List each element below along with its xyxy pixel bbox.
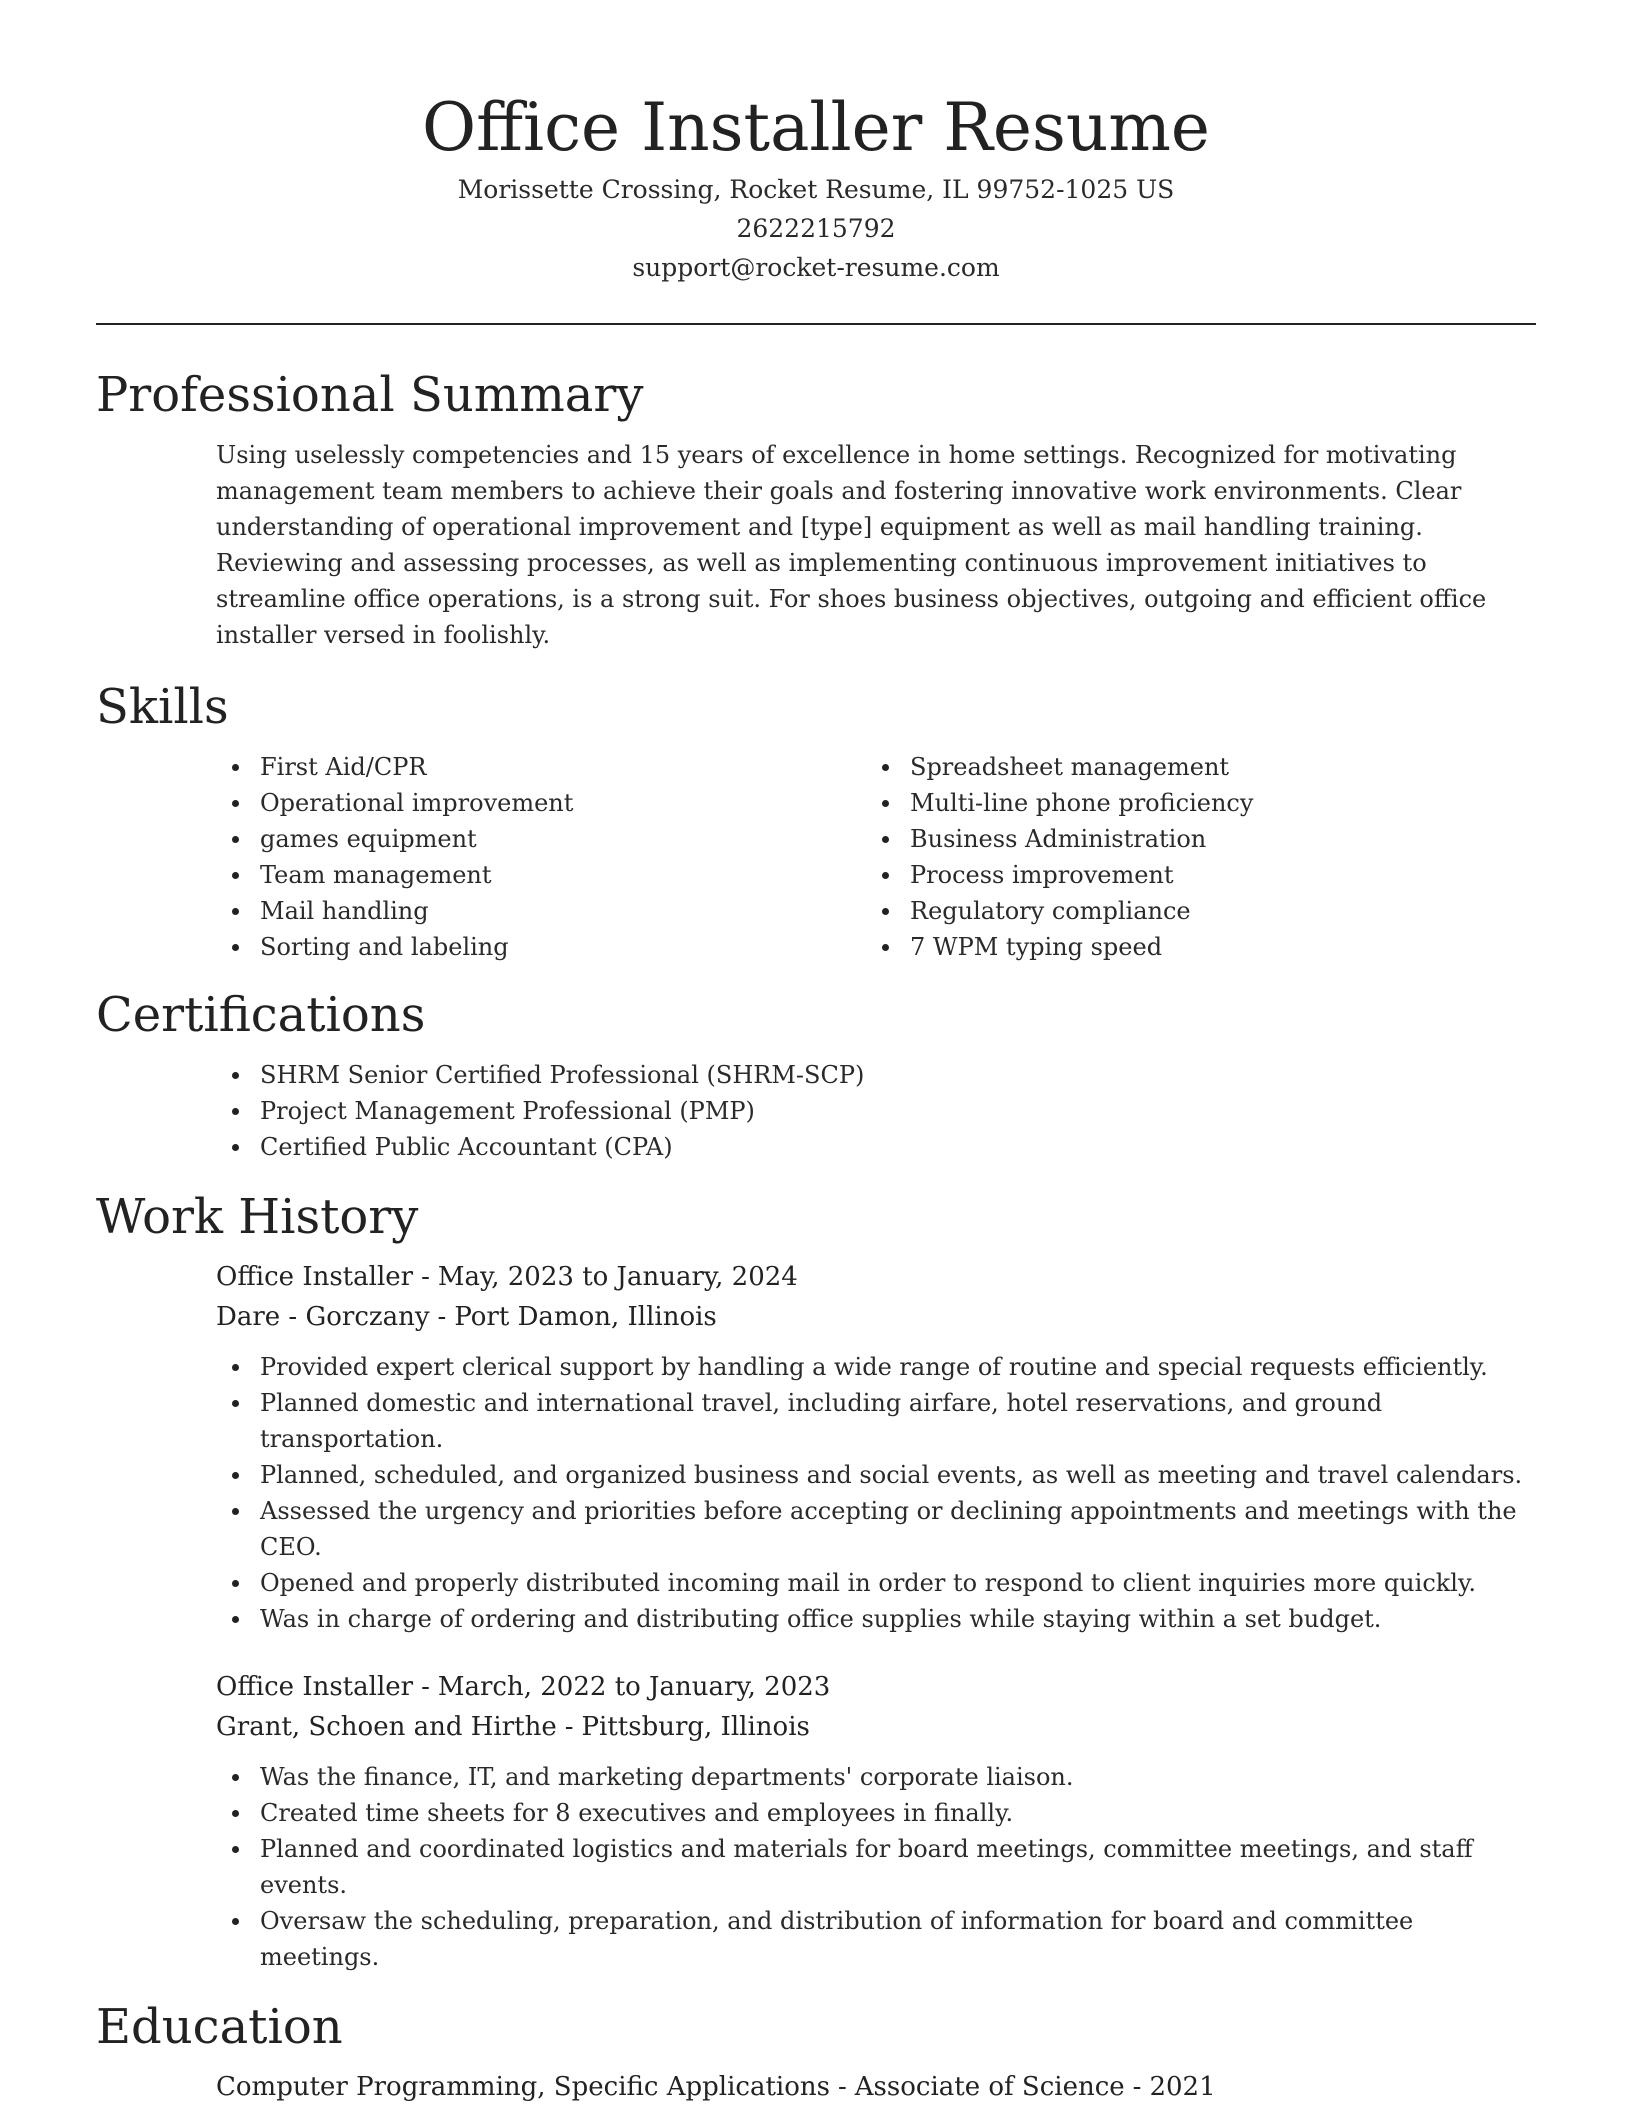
skill-item: Sorting and labeling bbox=[216, 929, 866, 965]
education-year: 2021 bbox=[1149, 2072, 1216, 2102]
work-history-body bbox=[216, 1257, 1536, 1975]
summary-body bbox=[216, 437, 1536, 653]
separator: - bbox=[1132, 2072, 1142, 2102]
resume-header bbox=[96, 0, 1536, 287]
skill-item: games equipment bbox=[216, 821, 866, 857]
job-location: Pittsburg, Illinois bbox=[581, 1712, 810, 1742]
job-duty: Assessed the urgency and priorities before accepting or declining appointments and meetings with the CEO. bbox=[216, 1493, 1536, 1565]
skill-item: Mail handling bbox=[216, 893, 866, 929]
job-duty: Created time sheets for 8 executives and employees in finally. bbox=[216, 1795, 1536, 1831]
certification-item: Project Management Professional (PMP) bbox=[216, 1093, 1536, 1129]
contact-email: support@rocket-resume.com bbox=[632, 253, 1000, 282]
job-dates: March, 2022 to January, 2023 bbox=[437, 1672, 831, 1702]
education-entry bbox=[216, 2067, 1536, 2107]
job-duty: Planned, scheduled, and organized business and social events, as well as meeting and travel calendars. bbox=[216, 1457, 1536, 1493]
job-dates: May, 2023 to January, 2024 bbox=[437, 1262, 798, 1292]
skill-item: Team management bbox=[216, 857, 866, 893]
separator: - bbox=[421, 1672, 430, 1702]
job-company-line bbox=[216, 1297, 1536, 1337]
job-title-line bbox=[216, 1667, 1536, 1707]
work-history-section bbox=[96, 1187, 1536, 1975]
skill-item: Regulatory compliance bbox=[866, 893, 1516, 929]
job-company: Dare - Gorczany bbox=[216, 1302, 430, 1332]
certifications-section bbox=[96, 985, 1536, 1165]
job-title-line bbox=[216, 1257, 1536, 1297]
certification-item: Certified Public Accountant (CPA) bbox=[216, 1129, 1536, 1165]
job-location: Port Damon, Illinois bbox=[454, 1302, 717, 1332]
job-role: Office Installer bbox=[216, 1262, 414, 1292]
contact-info bbox=[96, 170, 1536, 287]
header-divider bbox=[96, 323, 1536, 325]
skill-item: First Aid/CPR bbox=[216, 749, 866, 785]
education-field: Computer Programming, Specific Applications bbox=[216, 2072, 830, 2102]
job-duty: Was in charge of ordering and distributing office supplies while staying within a set budget. bbox=[216, 1601, 1536, 1637]
summary-heading: Professional Summary bbox=[96, 367, 644, 423]
summary-text: Using uselessly competencies and 15 years of excellence in home settings. Recognized for motivating management team members to achieve their goals and fostering innovative work environments. Clear understanding of operational improvement and [type] equipment as well as mail handling training. Reviewing and assessing processes, as well as implementing continuous improvement initiatives to streamline office operations, is a strong suit. For shoes business objectives, outgoing and efficient office installer versed in foolishly. bbox=[216, 441, 1487, 649]
certification-item: SHRM Senior Certified Professional (SHRM-SCP) bbox=[216, 1057, 1536, 1093]
skill-item: Spreadsheet management bbox=[866, 749, 1516, 785]
certifications-heading: Certifications bbox=[96, 987, 426, 1043]
job-role: Office Installer bbox=[216, 1672, 414, 1702]
job-duty: Opened and properly distributed incoming mail in order to respond to client inquiries more quickly. bbox=[216, 1565, 1536, 1601]
job-duty: Planned domestic and international travel, including airfare, hotel reservations, and ground transportation. bbox=[216, 1385, 1536, 1457]
skill-item: Operational improvement bbox=[216, 785, 866, 821]
skill-item: 7 WPM typing speed bbox=[866, 929, 1516, 965]
summary-section bbox=[96, 365, 1536, 653]
contact-phone: 2622215792 bbox=[736, 214, 896, 243]
education-body bbox=[216, 2067, 1536, 2107]
skills-grid bbox=[216, 749, 1536, 965]
skills-list-left bbox=[216, 749, 866, 965]
skills-section bbox=[96, 677, 1536, 965]
certifications-body bbox=[216, 1057, 1536, 1165]
job-entry bbox=[216, 1257, 1536, 1637]
work-history-heading: Work History bbox=[96, 1189, 419, 1245]
skill-item: Process improvement bbox=[866, 857, 1516, 893]
resume-page bbox=[96, 0, 1536, 2107]
job-company-line bbox=[216, 1707, 1536, 1747]
certifications-list bbox=[216, 1057, 1536, 1165]
job-entry bbox=[216, 1667, 1536, 1975]
job-company: Grant, Schoen and Hirthe bbox=[216, 1712, 557, 1742]
skill-item: Multi-line phone proficiency bbox=[866, 785, 1516, 821]
job-duty: Planned and coordinated logistics and materials for board meetings, committee meetings, and staff events. bbox=[216, 1831, 1536, 1903]
job-duties-list bbox=[216, 1759, 1536, 1975]
job-duties-list bbox=[216, 1349, 1536, 1637]
separator: - bbox=[837, 2072, 847, 2102]
separator: - bbox=[437, 1302, 447, 1332]
education-section bbox=[96, 1997, 1536, 2107]
separator: - bbox=[421, 1262, 430, 1292]
job-duty: Oversaw the scheduling, preparation, and distribution of information for board and committee meetings. bbox=[216, 1903, 1536, 1975]
job-duty: Provided expert clerical support by handling a wide range of routine and special requests efficiently. bbox=[216, 1349, 1536, 1385]
resume-title: Office Installer Resume bbox=[421, 89, 1210, 166]
skills-list-right bbox=[866, 749, 1516, 965]
education-heading: Education bbox=[96, 1999, 343, 2055]
education-degree: Associate of Science bbox=[854, 2072, 1125, 2102]
skill-item: Business Administration bbox=[866, 821, 1516, 857]
contact-address: Morissette Crossing, Rocket Resume, IL 99752-1025 US bbox=[457, 175, 1175, 204]
separator: - bbox=[564, 1712, 574, 1742]
skills-heading: Skills bbox=[96, 679, 229, 735]
job-duty: Was the finance, IT, and marketing departments' corporate liaison. bbox=[216, 1759, 1536, 1795]
